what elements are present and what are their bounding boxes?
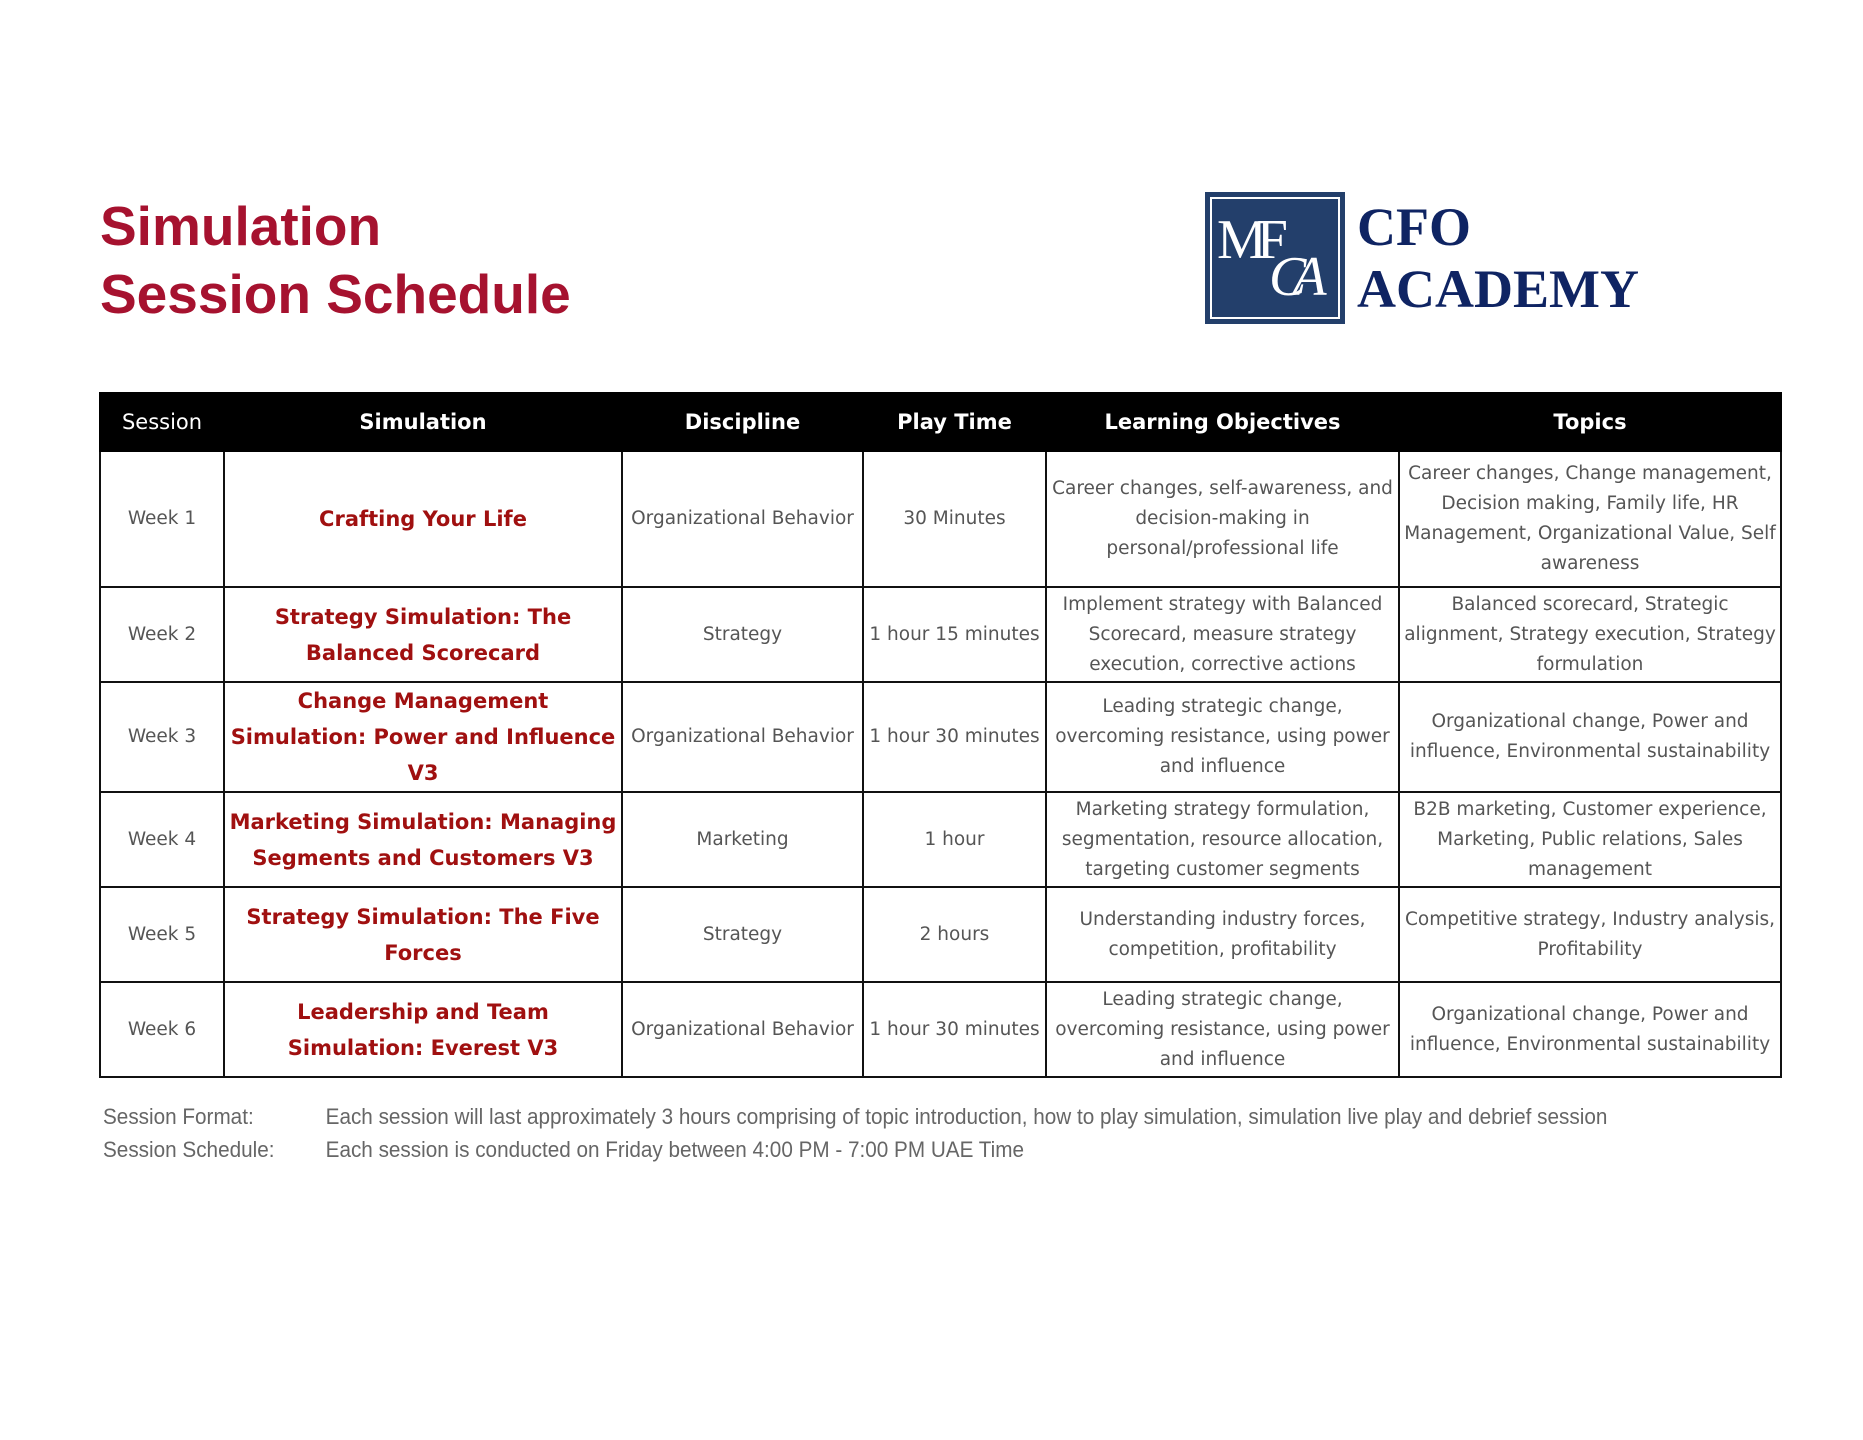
topics-cell: Career changes, Change management, Decision making, Family life, HR Management, Organizational Value, Self awareness (1399, 451, 1781, 587)
table-row (100, 887, 1781, 982)
discipline-cell: Strategy (622, 887, 863, 982)
monogram-top: MF (1217, 209, 1278, 271)
table-row (100, 982, 1781, 1077)
simulation-cell: Crafting Your Life (224, 451, 622, 587)
play-time-cell: 1 hour (863, 792, 1046, 887)
play-time-cell: 1 hour 30 minutes (863, 682, 1046, 792)
session-format-label: Session Format: (103, 1104, 254, 1129)
logo-line-1: CFO (1357, 197, 1471, 257)
discipline-cell: Organizational Behavior (622, 682, 863, 792)
topics-cell: Organizational change, Power and influence, Environmental sustainability (1399, 682, 1781, 792)
topics-cell: B2B marketing, Customer experience, Marketing, Public relations, Sales management (1399, 792, 1781, 887)
logo-line-2: ACADEMY (1357, 259, 1639, 319)
discipline-cell: Marketing (622, 792, 863, 887)
table-row (100, 792, 1781, 887)
discipline-cell: Strategy (622, 587, 863, 682)
play-time-cell: 2 hours (863, 887, 1046, 982)
simulation-cell: Leadership and Team Simulation: Everest V3 (224, 982, 622, 1077)
session-schedule-text: Each session is conducted on Friday between 4:00 PM - 7:00 PM UAE Time (325, 1137, 1025, 1162)
session-cell: Week 4 (100, 792, 224, 887)
objectives-cell: Leading strategic change, overcoming resistance, using power and influence (1046, 682, 1399, 792)
header-topics: Topics (1399, 393, 1781, 451)
simulation-cell: Marketing Simulation: Managing Segments and Customers V3 (224, 792, 622, 887)
page-title (100, 192, 571, 328)
topics-cell: Organizational change, Power and influence, Environmental sustainability (1399, 982, 1781, 1077)
table-row (100, 587, 1781, 682)
simulation-cell: Strategy Simulation: The Balanced Scorecard (224, 587, 622, 682)
session-format-line (103, 1100, 1607, 1133)
table-row (100, 451, 1781, 587)
objectives-cell: Implement strategy with Balanced Scorecard, measure strategy execution, corrective actions (1046, 587, 1399, 682)
header-session: Session (100, 393, 224, 451)
session-cell: Week 5 (100, 887, 224, 982)
header-discipline: Discipline (622, 393, 863, 451)
objectives-cell: Marketing strategy formulation, segmentation, resource allocation, targeting customer segments (1046, 792, 1399, 887)
simulation-cell: Change Management Simulation: Power and Influence V3 (224, 682, 622, 792)
table-row (100, 682, 1781, 792)
table-header-row (100, 393, 1781, 451)
monogram-bottom: CA (1269, 246, 1313, 308)
simulation-cell: Strategy Simulation: The Five Forces (224, 887, 622, 982)
mefca-monogram-icon (1205, 192, 1345, 324)
logo-wordmark (1357, 196, 1639, 320)
play-time-cell: 30 Minutes (863, 451, 1046, 587)
play-time-cell: 1 hour 30 minutes (863, 982, 1046, 1077)
footer-notes (103, 1100, 1607, 1166)
session-cell: Week 6 (100, 982, 224, 1077)
cfo-academy-logo (1205, 190, 1639, 326)
schedule-table (99, 392, 1782, 1078)
objectives-cell: Leading strategic change, overcoming resistance, using power and influence (1046, 982, 1399, 1077)
session-cell: Week 3 (100, 682, 224, 792)
discipline-cell: Organizational Behavior (622, 451, 863, 587)
page-title-line-1: Simulation (100, 195, 382, 257)
discipline-cell: Organizational Behavior (622, 982, 863, 1077)
topics-cell: Balanced scorecard, Strategic alignment, Strategy execution, Strategy formulation (1399, 587, 1781, 682)
session-schedule-line (103, 1133, 1607, 1166)
header-simulation: Simulation (224, 393, 622, 451)
header-play-time: Play Time (863, 393, 1046, 451)
session-schedule-label: Session Schedule: (103, 1137, 275, 1162)
play-time-cell: 1 hour 15 minutes (863, 587, 1046, 682)
session-cell: Week 2 (100, 587, 224, 682)
objectives-cell: Understanding industry forces, competition, profitability (1046, 887, 1399, 982)
session-cell: Week 1 (100, 451, 224, 587)
header-learning-objectives: Learning Objectives (1046, 393, 1399, 451)
topics-cell: Competitive strategy, Industry analysis, Profitability (1399, 887, 1781, 982)
session-format-text: Each session will last approximately 3 hours comprising of topic introduction, how to play simulation, simulation live play and debrief session (325, 1104, 1608, 1129)
objectives-cell: Career changes, self-awareness, and decision-making in personal/professional life (1046, 451, 1399, 587)
page-title-line-2: Session Schedule (100, 263, 571, 325)
